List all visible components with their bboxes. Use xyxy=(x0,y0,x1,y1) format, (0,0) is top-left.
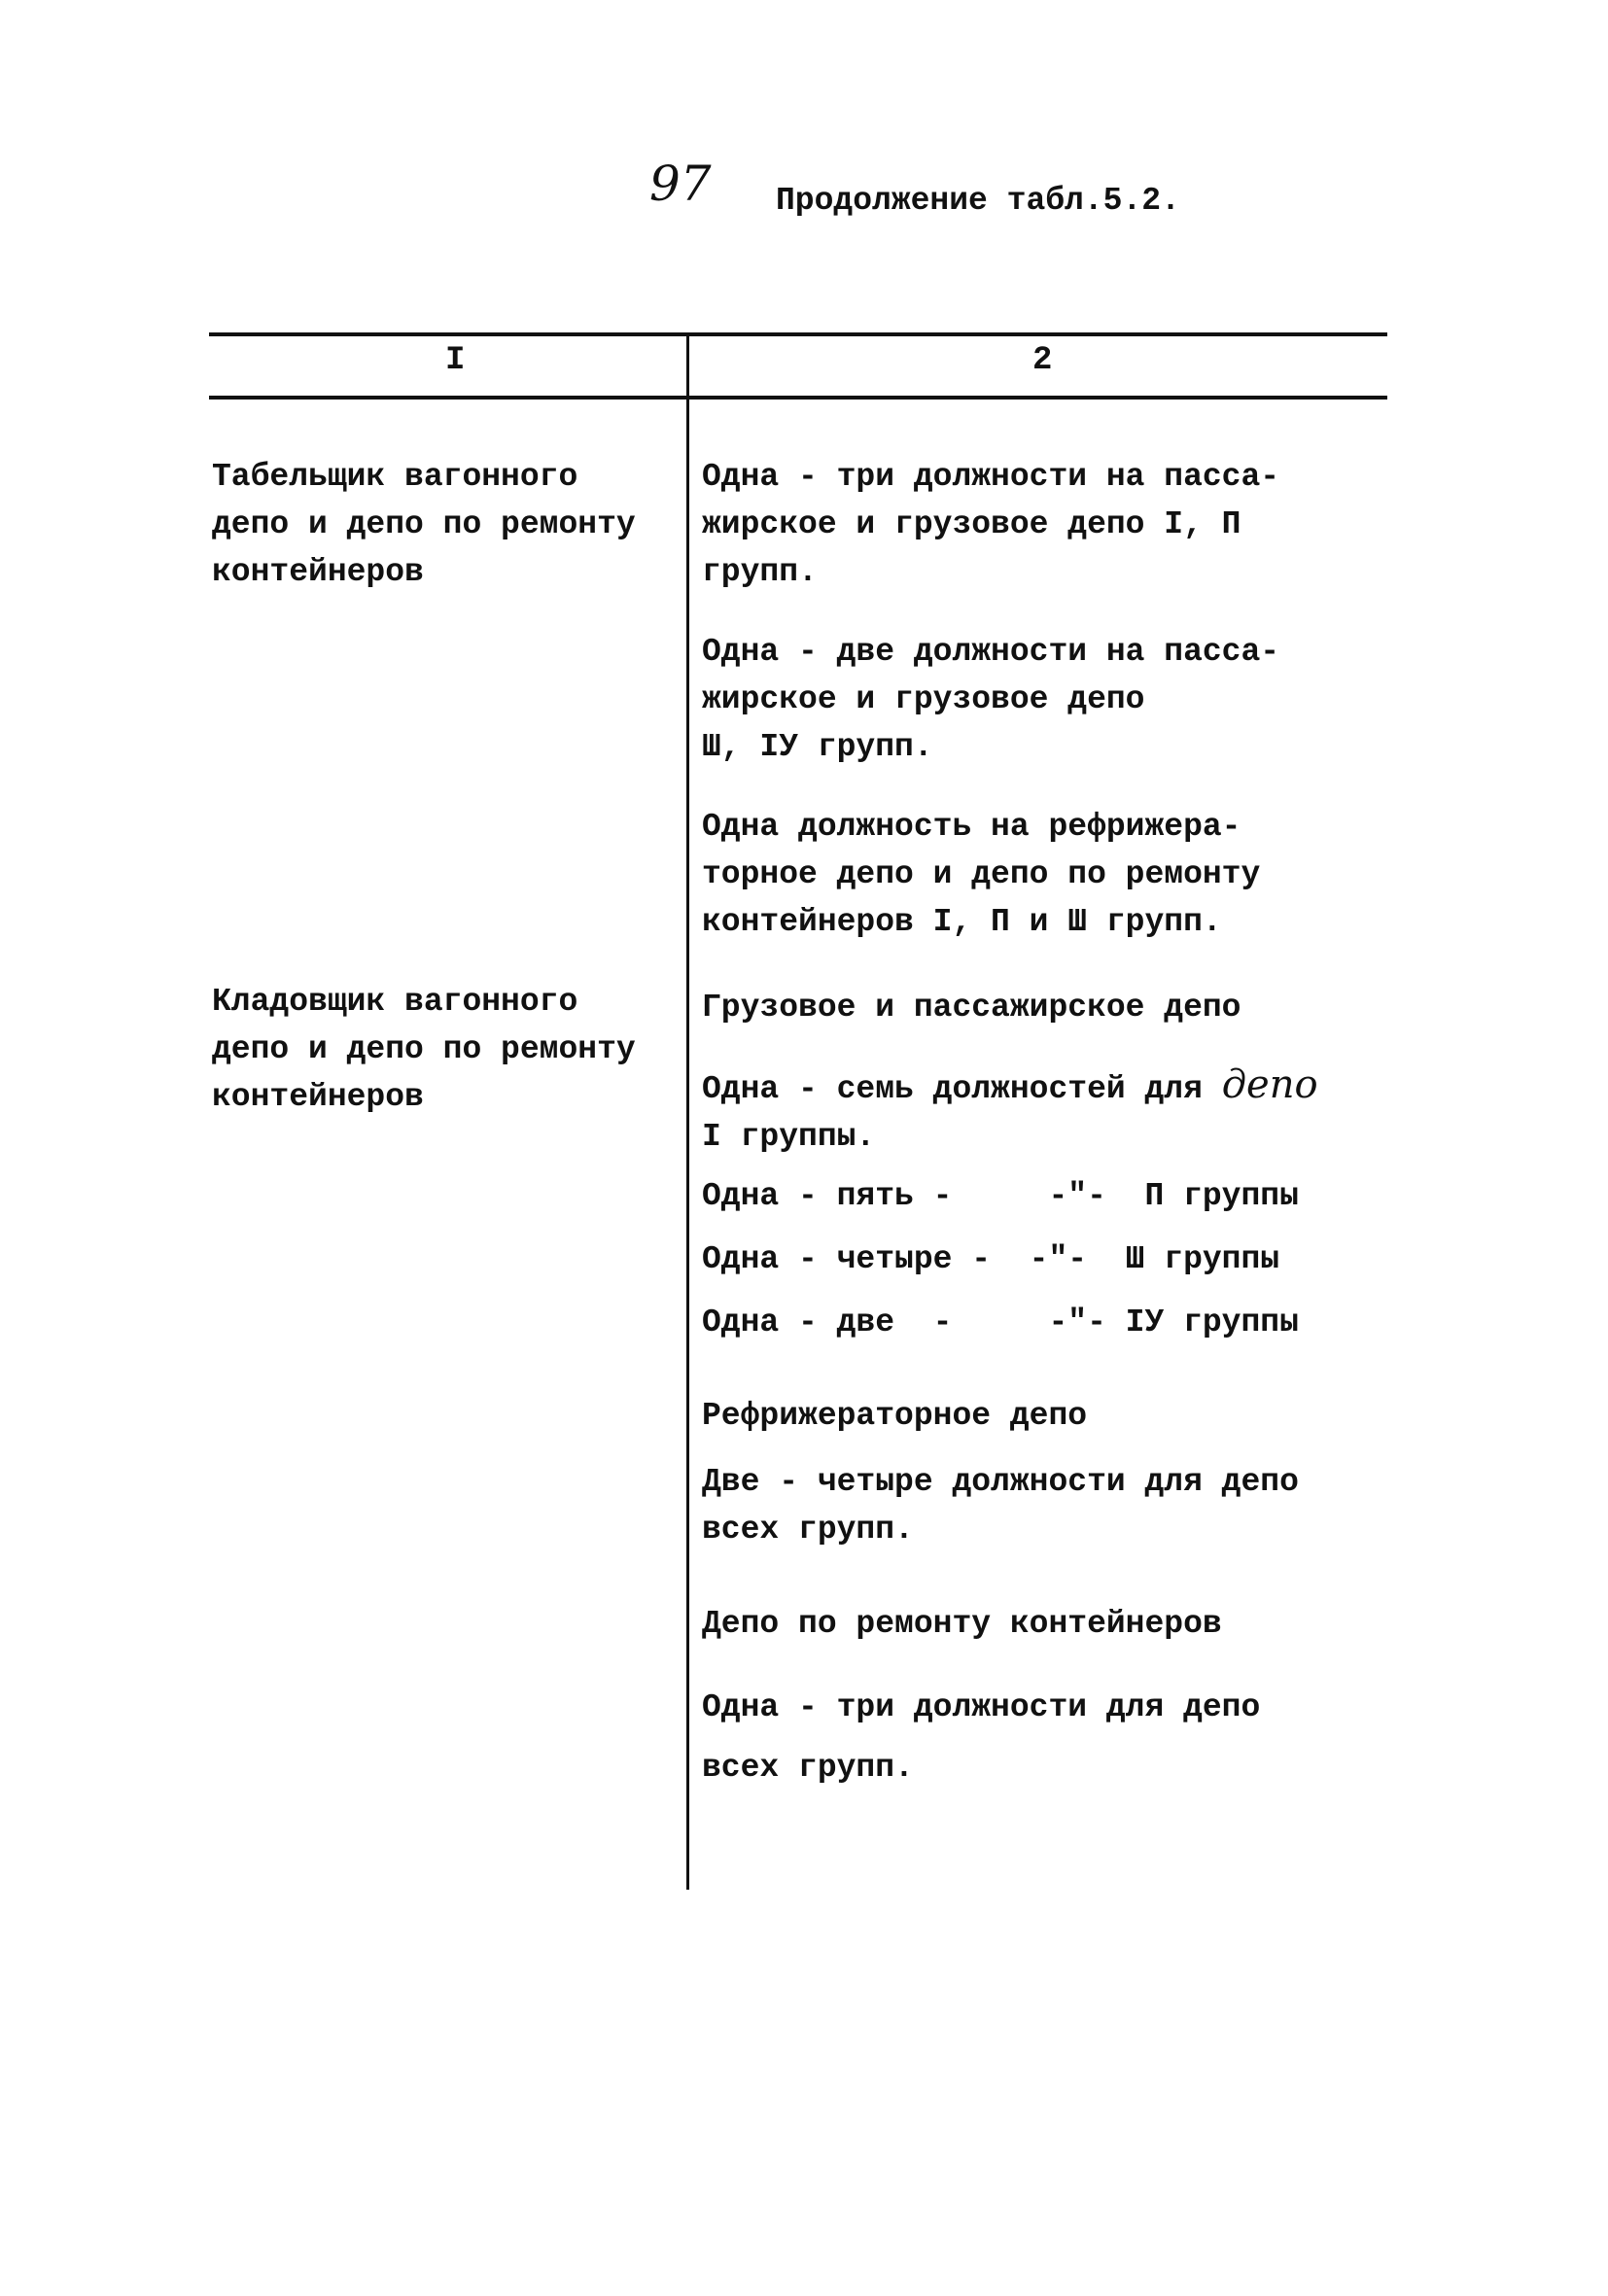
table-continuation-heading: Продолжение табл.5.2. xyxy=(776,183,1180,219)
norm-paragraph-2: Одна - две должности на пасса- жирское и грузовое депо Ш, IУ групп. xyxy=(702,634,1280,765)
handwritten-correction: депо xyxy=(1221,1062,1318,1107)
norm-paragraph-5-text: Одна - семь должностей для xyxy=(702,1071,1203,1107)
norm-subheading-refrigerator: Рефрижераторное депо xyxy=(702,1398,1088,1434)
norm-paragraph-12-line1: Одна - три должности для депо xyxy=(702,1689,1261,1725)
norm-paragraph-3: Одна должность на рефрижера- торное депо и депо по ремонту контейнеров I, П и Ш групп. xyxy=(702,809,1261,940)
table-top-rule xyxy=(209,332,1387,336)
norm-subheading-container-depot: Депо по ремонту контейнеров xyxy=(702,1606,1222,1642)
norm-paragraph-1: Одна - три должности на пасса- жирское и грузовое депо I, П групп. xyxy=(702,459,1280,590)
norm-line-group-4: Одна - две - -"- IУ группы xyxy=(702,1305,1299,1340)
norm-line-group-2: Одна - пять - -"- П группы xyxy=(702,1178,1299,1214)
column-header-1: I xyxy=(445,342,466,379)
norm-paragraph-5: Одна - семь должностей для депо I группы. xyxy=(702,1062,1318,1155)
table-header-rule xyxy=(209,396,1387,400)
norm-paragraph-10: Две - четыре должности для депо всех групп. xyxy=(702,1464,1299,1548)
column-header-2: 2 xyxy=(1032,342,1053,379)
position-timekeeper: Табельщик вагонного депо и депо по ремонту контейнеров xyxy=(212,459,636,590)
norm-paragraph-12-line2: всех групп. xyxy=(702,1750,914,1786)
position-storekeeper: Кладовщик вагонного депо и депо по ремонту контейнеров xyxy=(212,984,636,1115)
column-divider xyxy=(686,334,689,1890)
norm-subheading-freight-passenger: Грузовое и пассажирское депо xyxy=(702,990,1241,1026)
page-number: 97 xyxy=(649,156,712,212)
norm-line-group-3: Одна - четыре - -"- Ш группы xyxy=(702,1241,1280,1277)
